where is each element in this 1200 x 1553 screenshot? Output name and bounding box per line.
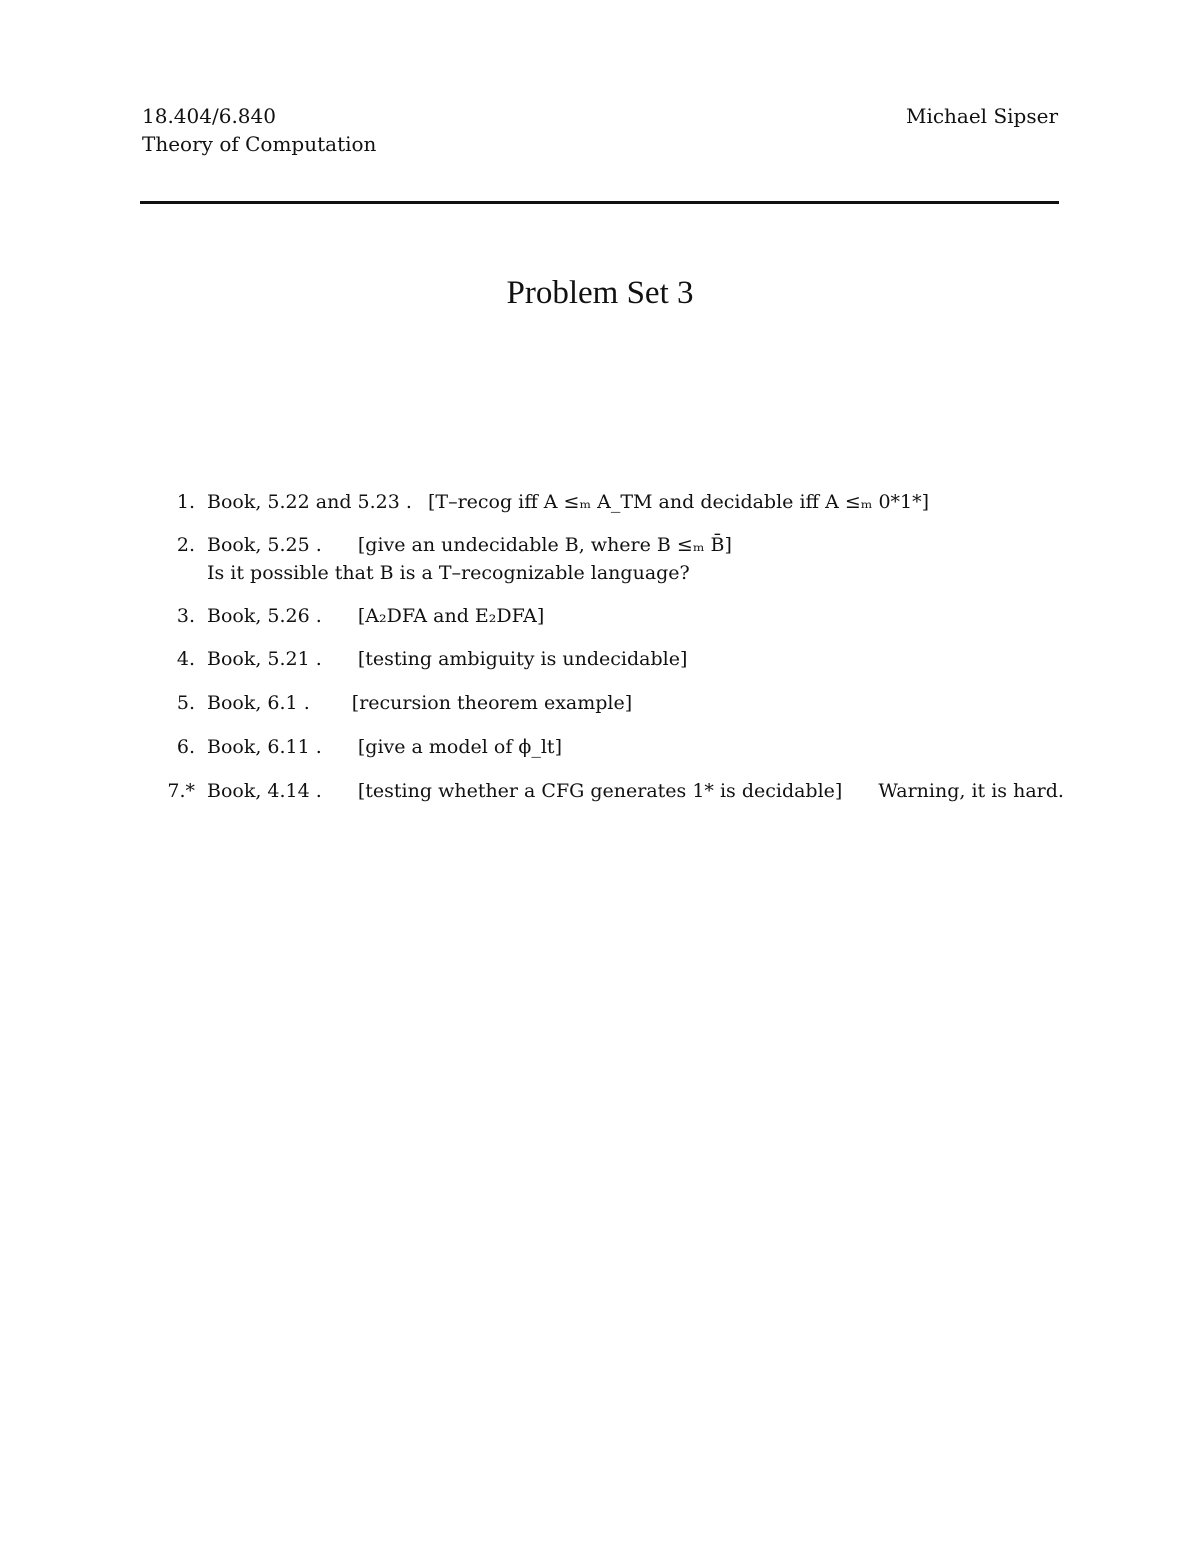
problem-number: 5. bbox=[176, 692, 195, 714]
problem-reference: Book, 5.25 . bbox=[207, 534, 322, 556]
problem-reference: Book, 6.11 . bbox=[207, 736, 322, 758]
problem-item bbox=[150, 488, 1070, 516]
problem-hint: [testing ambiguity is undecidable] bbox=[357, 648, 688, 670]
problem-number: 6. bbox=[176, 736, 195, 758]
problem-item bbox=[150, 531, 1070, 587]
course-number: 18.404/6.840 bbox=[142, 104, 276, 128]
problem-followup: Is it possible that B is a T–recognizable language? bbox=[207, 562, 690, 584]
page-title: Problem Set 3 bbox=[506, 275, 694, 311]
problem-hint: [testing whether a CFG generates 1* is decidable] bbox=[357, 780, 843, 802]
header-left bbox=[142, 102, 376, 158]
problem-body bbox=[207, 733, 562, 761]
author-name: Michael Sipser bbox=[905, 104, 1058, 128]
problem-reference: Book, 5.26 . bbox=[207, 605, 322, 627]
problem-list bbox=[150, 488, 1070, 805]
problem-reference: Book, 5.21 . bbox=[207, 648, 322, 670]
problem-number: 7.* bbox=[167, 780, 195, 802]
problem-body bbox=[207, 488, 929, 516]
problem-body bbox=[207, 777, 1064, 805]
problem-hint: [A₂DFA and E₂DFA] bbox=[357, 605, 545, 627]
problem-hint: [T–recog iff A ≤ₘ A_TM and decidable iff A ≤ₘ 0*1*] bbox=[427, 491, 930, 513]
problem-body bbox=[207, 602, 544, 630]
problem-number: 1. bbox=[176, 491, 195, 513]
problem-hint: [give a model of ϕ_lt] bbox=[357, 736, 562, 758]
problem-hint: [recursion theorem example] bbox=[351, 692, 633, 714]
problem-item bbox=[150, 602, 1070, 630]
header-divider bbox=[140, 201, 1059, 204]
problem-hint: [give an undecidable B, where B ≤ₘ B̄] bbox=[357, 534, 732, 556]
problem-item bbox=[150, 777, 1070, 805]
problem-number: 3. bbox=[176, 605, 195, 627]
problem-body bbox=[207, 689, 632, 717]
problem-number: 4. bbox=[176, 648, 195, 670]
problem-reference: Book, 5.22 and 5.23 . bbox=[207, 491, 412, 513]
problem-body bbox=[207, 645, 687, 673]
problem-reference: Book, 6.1 . bbox=[207, 692, 310, 714]
problem-number: 2. bbox=[176, 534, 195, 556]
problem-body bbox=[207, 531, 732, 587]
problem-reference: Book, 4.14 . bbox=[207, 780, 322, 802]
course-title: Theory of Computation bbox=[142, 132, 377, 156]
header-right bbox=[906, 102, 1058, 130]
problem-item bbox=[150, 733, 1070, 761]
problem-item bbox=[150, 689, 1070, 717]
problem-item bbox=[150, 645, 1070, 673]
problem-note: Warning, it is hard. bbox=[878, 780, 1064, 802]
